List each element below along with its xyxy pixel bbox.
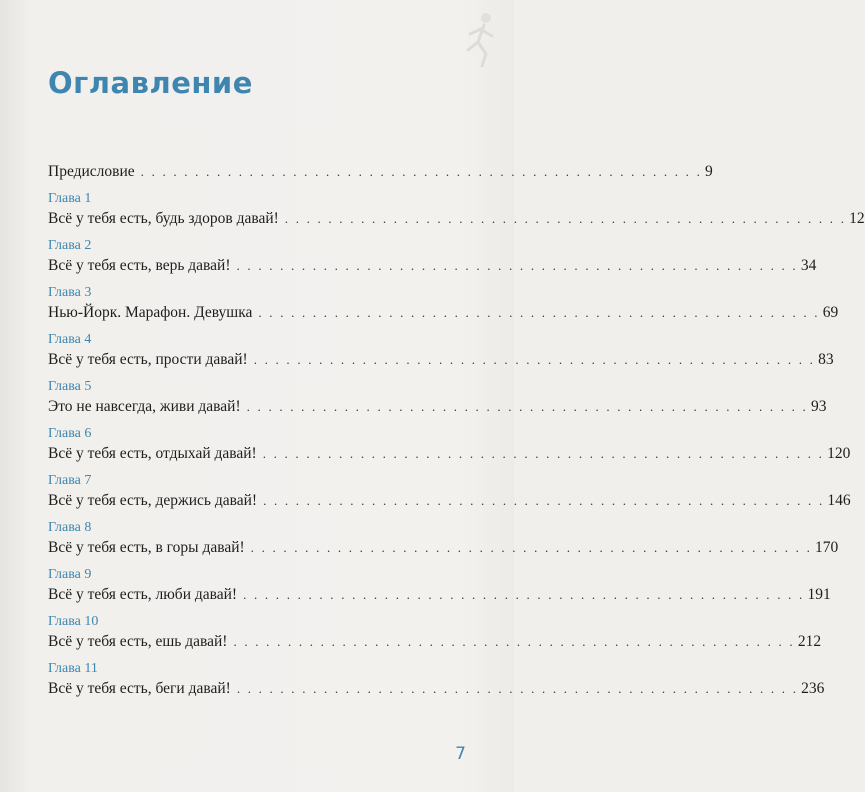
dot-leader: . . . . . . . . . . . . . . . . . . . . . . . . . . . . . . . . . . . . . . . . . . . . . . . . . . . . [258, 305, 820, 320]
toc-entry-title: Всё у тебя есть, люби давай! [48, 586, 238, 603]
chapter-label: Глава 10 [48, 614, 99, 629]
toc-entry-page: 170 [815, 539, 839, 556]
toc-row[interactable] [48, 585, 831, 613]
dot-leader: . . . . . . . . . . . . . . . . . . . . . . . . . . . . . . . . . . . . . . . . . . . . . . . . . . . . [236, 681, 799, 696]
toc-entry-chapter-11 [48, 660, 825, 707]
toc-entry-page: 12 [849, 210, 865, 227]
dot-leader: . . . . . . . . . . . . . . . . . . . . . . . . . . . . . . . . . . . . . . . . . . . . . . . . . . . . [284, 211, 847, 226]
chapter-label: Глава 7 [48, 473, 92, 488]
toc-entry-title: Всё у тебя есть, держись давай! [48, 492, 258, 509]
toc-entry-title: Всё у тебя есть, верь давай! [48, 257, 231, 274]
dot-leader: . . . . . . . . . . . . . . . . . . . . . . . . . . . . . . . . . . . . . . . . . . . . . . . . . . . . [250, 540, 813, 555]
toc-row[interactable] [48, 303, 839, 331]
toc-row[interactable] [48, 350, 834, 378]
chapter-label: Глава 4 [48, 332, 92, 347]
toc-row[interactable] [48, 444, 851, 472]
toc-entry-title: Всё у тебя есть, беги давай! [48, 680, 231, 697]
toc-entry-title: Всё у тебя есть, будь здоров давай! [48, 210, 279, 227]
toc-row[interactable] [48, 397, 827, 425]
toc-entry-title: Нью-Йорк. Марафон. Девушка [48, 304, 253, 321]
dot-leader: . . . . . . . . . . . . . . . . . . . . . . . . . . . . . . . . . . . . . . . . . . . . . . . . . . . . [236, 258, 798, 273]
toc-entry-page: 212 [797, 633, 822, 650]
page-title: Оглавление [48, 66, 253, 100]
dot-leader: . . . . . . . . . . . . . . . . . . . . . . . . . . . . . . . . . . . . . . . . . . . . . . . . . . . . [233, 634, 795, 649]
toc-entry-page: 9 [705, 163, 713, 180]
toc-entry-chapter-3 [48, 284, 839, 331]
dot-leader: . . . . . . . . . . . . . . . . . . . . . . . . . . . . . . . . . . . . . . . . . . . . . . . . . . . . [140, 164, 703, 179]
toc-entry-page: 83 [818, 351, 834, 368]
toc-entry-chapter-7 [48, 472, 851, 519]
dot-leader: . . . . . . . . . . . . . . . . . . . . . . . . . . . . . . . . . . . . . . . . . . . . . . . . . . . . [243, 587, 805, 602]
toc-entry-title: Всё у тебя есть, ешь давай! [48, 633, 228, 650]
chapter-label: Глава 5 [48, 379, 92, 394]
toc-entry-chapter-5 [48, 378, 827, 425]
toc-entry-title: Предисловие [48, 163, 135, 180]
table-of-contents [48, 158, 865, 707]
chapter-label: Глава 11 [48, 661, 98, 676]
toc-row[interactable] [48, 209, 865, 237]
page-number: 7 [455, 744, 466, 764]
toc-entry-chapter-4 [48, 331, 834, 378]
chapter-label: Глава 3 [48, 285, 92, 300]
toc-entry-chapter-10 [48, 613, 822, 660]
toc-entry-chapter-8 [48, 519, 839, 566]
chapter-label: Глава 6 [48, 426, 92, 441]
toc-entry-chapter-9 [48, 566, 831, 613]
chapter-label: Глава 8 [48, 520, 92, 535]
toc-entry-title: Всё у тебя есть, в горы давай! [48, 539, 245, 556]
runner-watermark-icon [460, 10, 500, 70]
toc-row[interactable] [48, 256, 817, 284]
toc-entry-chapter-1 [48, 190, 865, 237]
toc-entry-title: Всё у тебя есть, отдыхай давай! [48, 445, 257, 462]
toc-entry-title: Всё у тебя есть, прости давай! [48, 351, 248, 368]
toc-row[interactable] [48, 491, 851, 519]
dot-leader: . . . . . . . . . . . . . . . . . . . . . . . . . . . . . . . . . . . . . . . . . . . . . . . . . . . . [253, 352, 816, 367]
toc-entry-preface [48, 162, 713, 190]
chapter-label: Глава 2 [48, 238, 92, 253]
toc-entry-chapter-2 [48, 237, 817, 284]
toc-entry-page: 120 [827, 445, 851, 462]
toc-entry-page: 34 [800, 257, 817, 274]
toc-entry-page: 236 [801, 680, 825, 697]
toc-entry-page: 93 [811, 398, 827, 415]
chapter-label: Глава 1 [48, 191, 92, 206]
toc-entry-page: 191 [807, 586, 831, 603]
dot-leader: . . . . . . . . . . . . . . . . . . . . . . . . . . . . . . . . . . . . . . . . . . . . . . . . . . . . [262, 446, 825, 461]
toc-row[interactable] [48, 162, 713, 190]
toc-row[interactable] [48, 679, 825, 707]
toc-entry-page: 69 [822, 304, 839, 321]
toc-row[interactable] [48, 538, 839, 566]
toc-row[interactable] [48, 632, 822, 660]
toc-entry-chapter-6 [48, 425, 851, 472]
dot-leader: . . . . . . . . . . . . . . . . . . . . . . . . . . . . . . . . . . . . . . . . . . . . . . . . . . . . [263, 493, 825, 508]
toc-entry-title: Это не навсегда, живи давай! [48, 398, 241, 415]
toc-entry-page: 146 [827, 492, 851, 509]
chapter-label: Глава 9 [48, 567, 92, 582]
dot-leader: . . . . . . . . . . . . . . . . . . . . . . . . . . . . . . . . . . . . . . . . . . . . . . . . . . . . [246, 399, 808, 414]
